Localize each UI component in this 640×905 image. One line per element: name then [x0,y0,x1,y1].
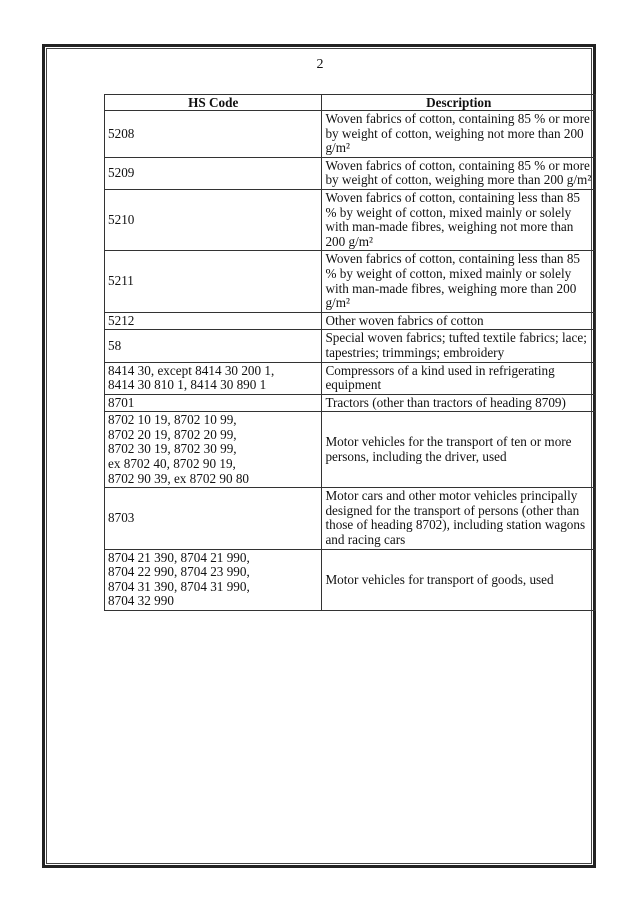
hs-code-cell: 5210 [105,189,322,250]
hs-code-cell: 5212 [105,312,322,330]
table-row [105,111,596,158]
description-cell: Motor cars and other motor vehicles principally designed for the transport of persons (other than those of heading 8702), including station wagons and racing cars [322,488,596,549]
hs-code-header: HS Code [105,95,322,111]
hs-code-cell: 8414 30, except 8414 30 200 1, 8414 30 810 1, 8414 30 890 1 [105,362,322,394]
hs-code-cell: 58 [105,330,322,362]
description-cell: Tractors (other than tractors of heading 8709) [322,394,596,412]
description-cell: Woven fabrics of cotton, containing 85 % or more by weight of cotton, weighing more than 200 g/m² [322,157,596,189]
description-cell: Woven fabrics of cotton, containing 85 % or more by weight of cotton, weighing not more than 200 g/m² [322,111,596,158]
hs-code-cell: 5209 [105,157,322,189]
description-header: Description [322,95,596,111]
table-row [105,362,596,394]
table-row [105,412,596,488]
description-cell: Motor vehicles for transport of goods, used [322,549,596,610]
table-row [105,251,596,312]
table-row [105,312,596,330]
hs-code-cell: 8704 21 390, 8704 21 990, 8704 22 990, 8704 23 990, 8704 31 390, 8704 31 990, 8704 32 990 [105,549,322,610]
table-row [105,157,596,189]
table-row [105,189,596,250]
hs-code-table [104,94,596,611]
hs-code-cell: 8701 [105,394,322,412]
description-cell: Woven fabrics of cotton, containing less than 85 % by weight of cotton, mixed mainly or solely with man-made fibres, weighing more than 200 g/m² [322,251,596,312]
hs-code-cell: 5208 [105,111,322,158]
description-cell: Compressors of a kind used in refrigerating equipment [322,362,596,394]
description-cell: Motor vehicles for the transport of ten or more persons, including the driver, used [322,412,596,488]
hs-code-cell: 8702 10 19, 8702 10 99, 8702 20 19, 8702 20 99, 8702 30 19, 8702 30 99, ex 8702 40, 8702 90 19, 8702 90 39, ex 8702 90 80 [105,412,322,488]
description-cell: Woven fabrics of cotton, containing less than 85 % by weight of cotton, mixed mainly or solely with man-made fibres, weighing not more than 200 g/m² [322,189,596,250]
description-cell: Special woven fabrics; tufted textile fabrics; lace; tapestries; trimmings; embroidery [322,330,596,362]
table-row [105,394,596,412]
description-cell: Other woven fabrics of cotton [322,312,596,330]
table-row [105,549,596,610]
table-row [105,330,596,362]
table-header-row [105,95,596,111]
page-number: 2 [316,57,324,72]
hs-code-cell: 8703 [105,488,322,549]
hs-code-cell: 5211 [105,251,322,312]
table-row [105,488,596,549]
